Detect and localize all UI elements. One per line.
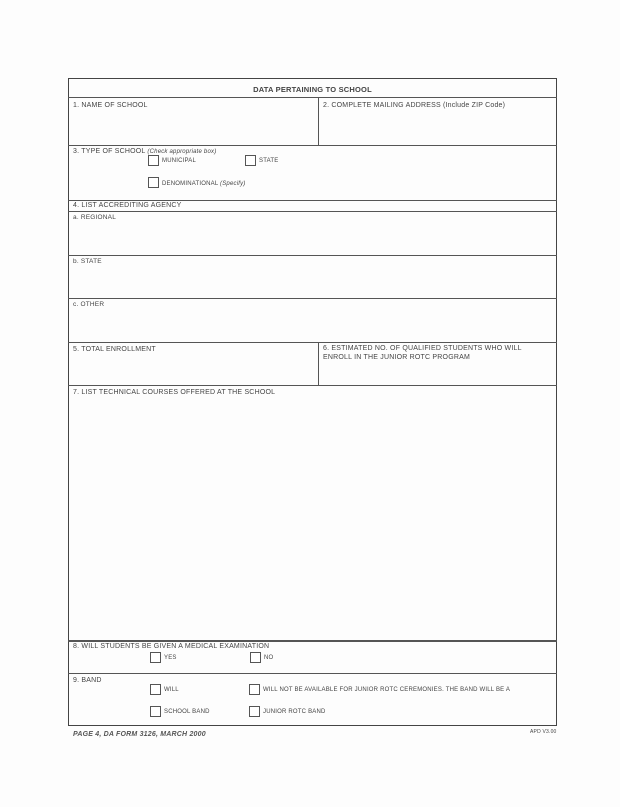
accrediting-agency-label: 4. LIST ACCREDITING AGENCY	[73, 202, 182, 209]
yes-label: YES	[164, 655, 177, 661]
estimated-students-label: 6. ESTIMATED NO. OF QUALIFIED STUDENTS WHO WILL	[323, 345, 522, 352]
municipal-label: MUNICIPAL	[162, 158, 197, 164]
version-label: APD V3.00	[530, 729, 557, 735]
regional-field[interactable]	[69, 224, 556, 254]
estimated-students-label-2: ENROLL IN THE JUNIOR ROTC PROGRAM	[323, 354, 471, 361]
jrotc-band-label: JUNIOR ROTC BAND	[263, 709, 326, 715]
technical-courses-label: 7. LIST TECHNICAL COURSES OFFERED AT THE SCHOOL	[73, 389, 276, 396]
other-agency-field[interactable]	[69, 311, 556, 341]
total-enrollment-label: 5. TOTAL ENROLLMENT	[73, 346, 156, 353]
divider	[68, 385, 557, 386]
denominational-label: DENOMINATIONAL (Specify)	[162, 181, 246, 187]
municipal-checkbox[interactable]	[148, 155, 159, 166]
yes-checkbox[interactable]	[150, 652, 161, 663]
state-label: STATE	[259, 158, 279, 164]
will-not-checkbox[interactable]	[249, 684, 260, 695]
divider	[68, 673, 557, 674]
divider	[68, 298, 557, 299]
no-label: NO	[264, 655, 274, 661]
school-name-label: 1. NAME OF SCHOOL	[73, 102, 148, 109]
will-label: WILL	[164, 687, 179, 693]
will-not-label: WILL NOT BE AVAILABLE FOR JUNIOR ROTC CEREMONIES. THE BAND WILL BE A	[263, 687, 511, 693]
medical-exam-label: 8. WILL STUDENTS BE GIVEN A MEDICAL EXAMINATION	[73, 643, 270, 650]
divider	[68, 97, 557, 98]
mailing-address-field[interactable]	[319, 112, 556, 144]
denominational-checkbox[interactable]	[148, 177, 159, 188]
regional-label: a. REGIONAL	[73, 214, 117, 221]
jrotc-band-checkbox[interactable]	[249, 706, 260, 717]
divider	[68, 342, 557, 343]
divider	[68, 200, 557, 201]
school-type-label: 3. TYPE OF SCHOOL (Check appropriate box)	[73, 148, 217, 155]
will-checkbox[interactable]	[150, 684, 161, 695]
form-footer: PAGE 4, DA FORM 3126, MARCH 2000	[73, 731, 206, 738]
divider	[68, 145, 557, 146]
school-band-label: SCHOOL BAND	[164, 709, 210, 715]
total-enrollment-field[interactable]	[69, 356, 317, 384]
divider	[68, 640, 557, 642]
mailing-address-label: 2. COMPLETE MAILING ADDRESS (Include ZIP Code)	[323, 102, 506, 109]
other-agency-label: c. OTHER	[73, 301, 105, 308]
state-agency-label: b. STATE	[73, 258, 102, 265]
state-checkbox[interactable]	[245, 155, 256, 166]
school-name-field[interactable]	[69, 112, 317, 144]
form-title: DATA PERTAINING TO SCHOOL	[253, 85, 372, 94]
state-agency-field[interactable]	[69, 268, 556, 297]
band-label: 9. BAND	[73, 677, 102, 684]
no-checkbox[interactable]	[250, 652, 261, 663]
estimated-students-field[interactable]	[319, 364, 556, 384]
technical-courses-field[interactable]	[69, 400, 556, 638]
divider	[68, 255, 557, 256]
school-band-checkbox[interactable]	[150, 706, 161, 717]
divider	[68, 211, 557, 212]
